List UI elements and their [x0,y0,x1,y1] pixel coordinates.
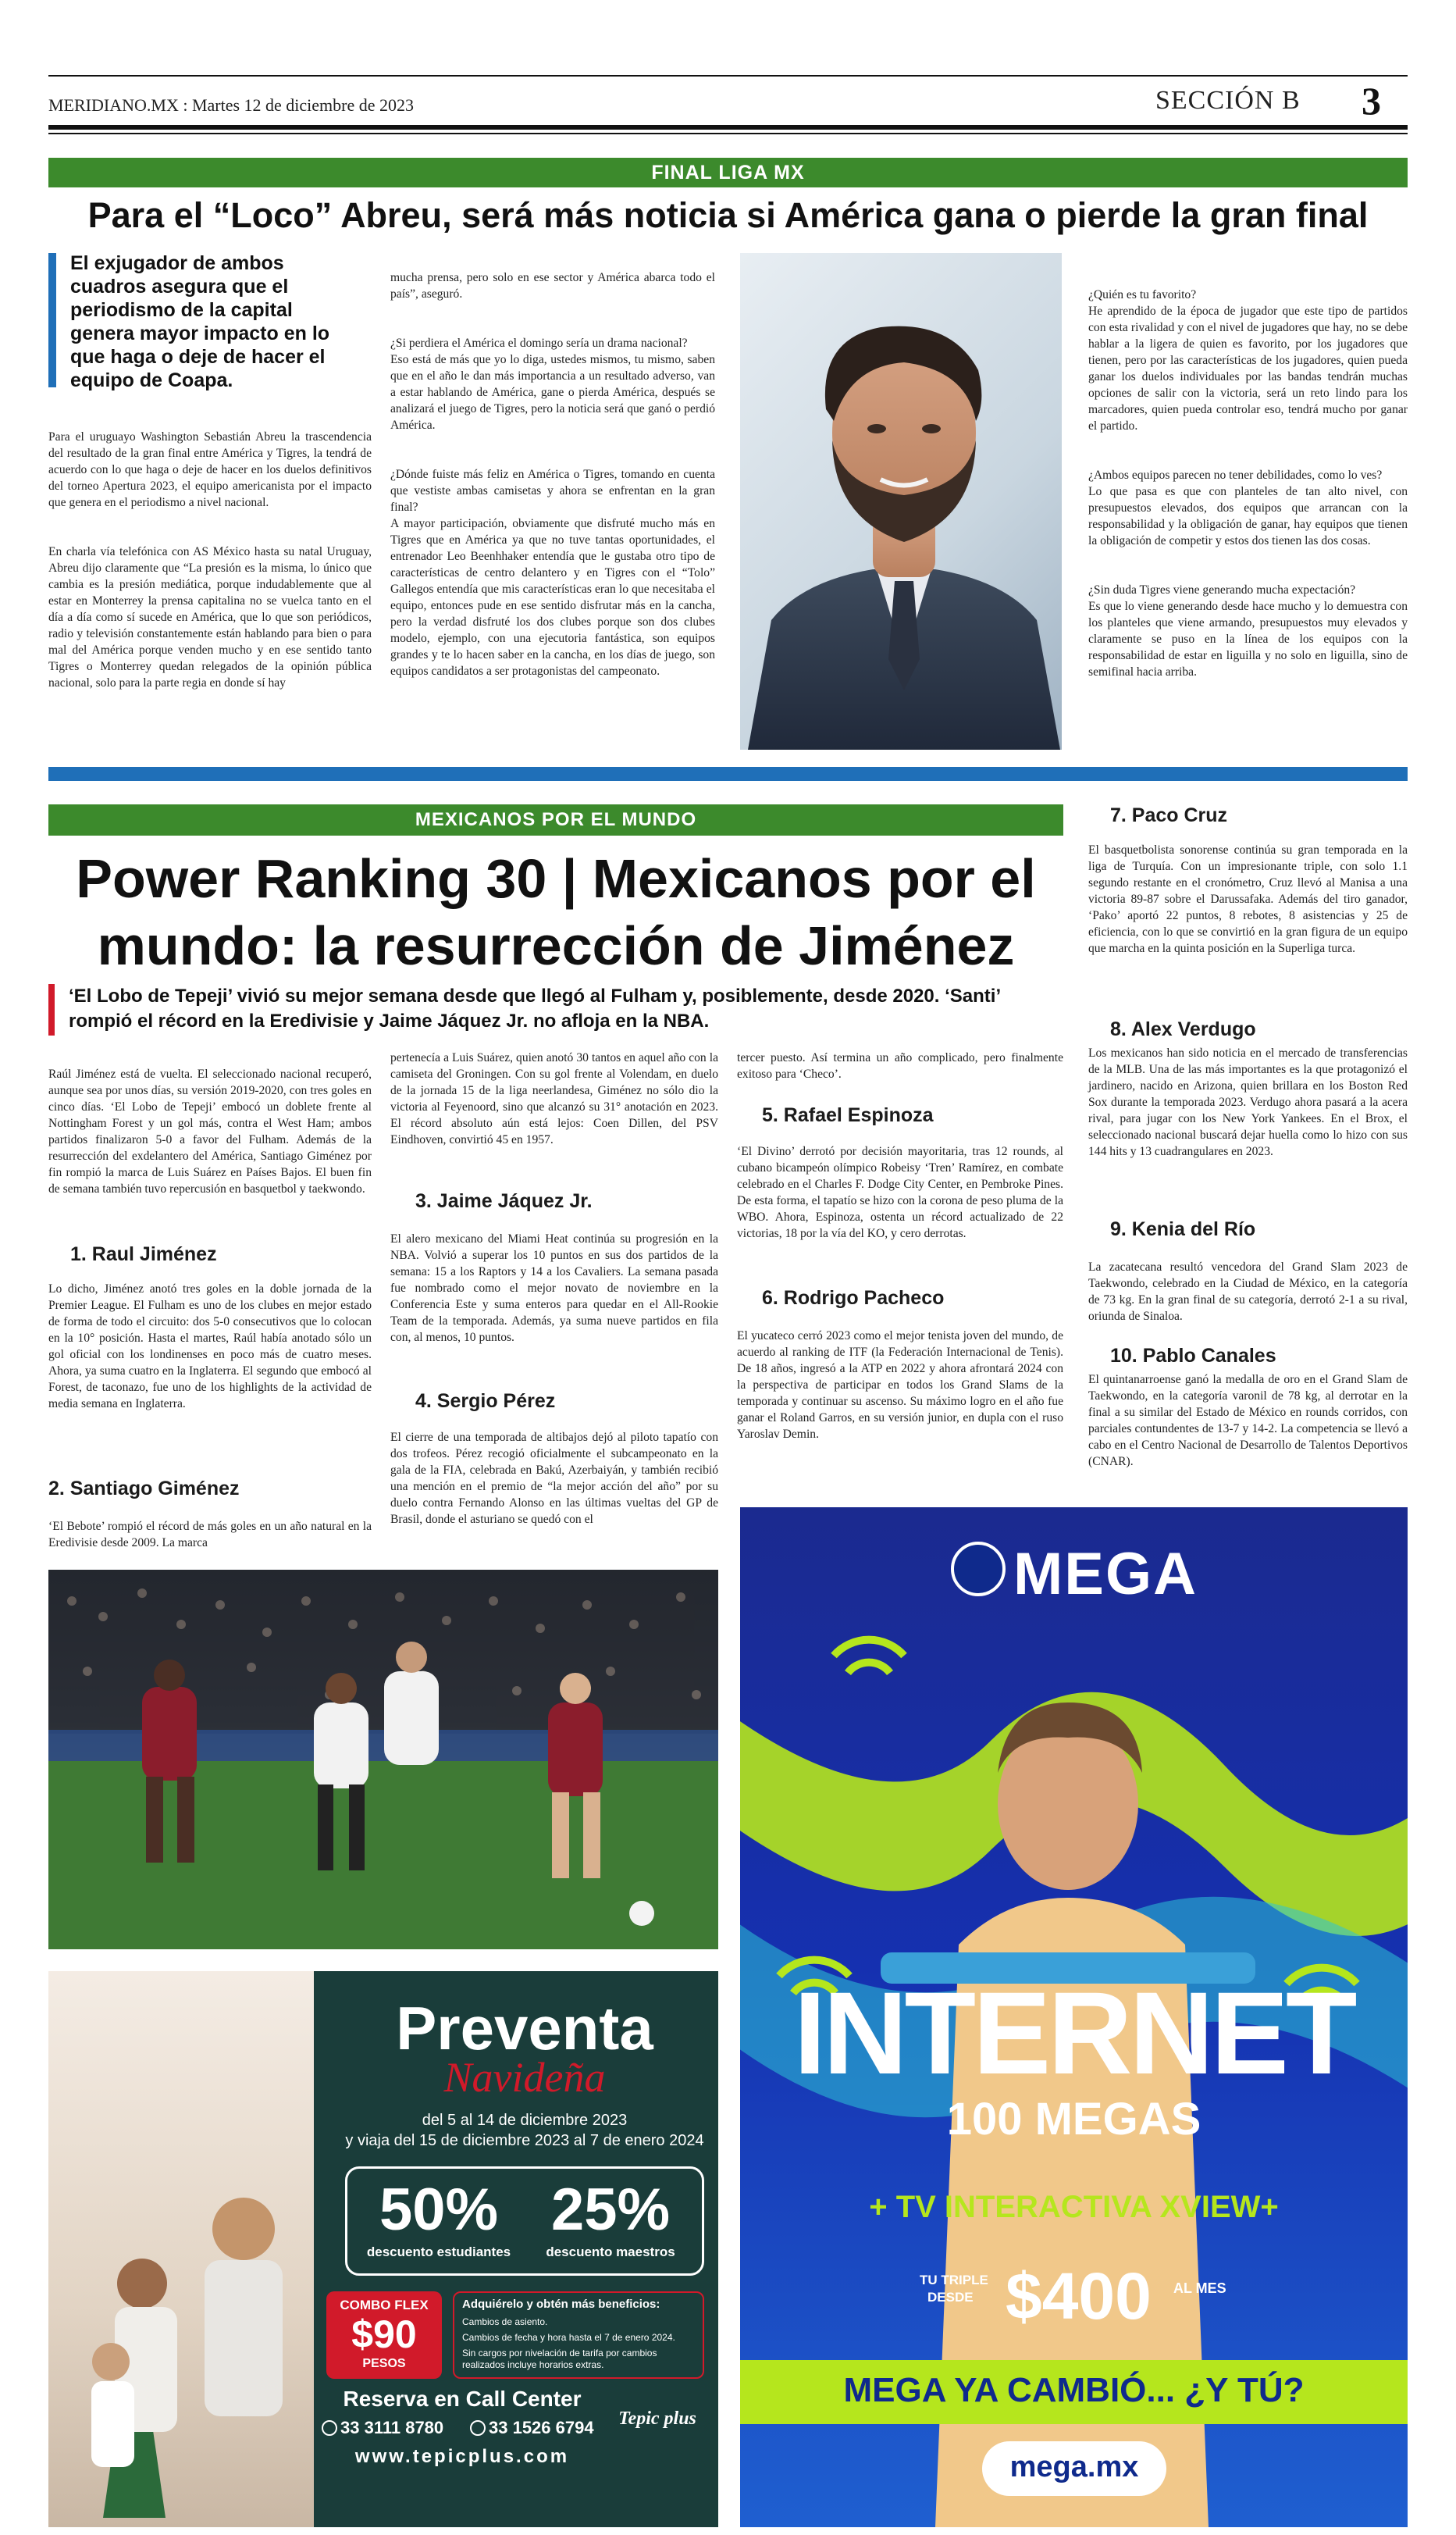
article2-h10: 10. Pablo Canales [1110,1345,1276,1367]
ad-phone-1: 33 3111 8780 [340,2418,444,2437]
ad-benefits-title: Adquiérelo y obtén más beneficios: [462,2298,660,2311]
article1-kicker: FINAL LIGA MX [48,158,1408,187]
ad-navidena-title: Navideña [443,2054,606,2101]
portrait-illustration [740,253,1062,750]
masthead-dateline: MERIDIANO.MX : Martes 12 de diciembre de 2023 [48,95,415,115]
article2-deck: ‘El Lobo de Tepeji’ vivió su mejor semana desde que llegó al Fulham y, posiblemente, desde 2020. ‘Santi’ rompió el récord en la Eredivisie y Jaime Jáquez Jr. no afloja en la NBA. [69,986,1000,1032]
ad-dates-1: del 5 al 14 de diciembre 2023 [422,2112,628,2129]
article2-h1: 1. Raul Jiménez [70,1243,217,1265]
article2-h5: 5. Rafael Espinoza [762,1104,934,1126]
article1-col2 [390,253,715,712]
article2-colA [48,1050,372,1230]
soccer-match-photo [48,1570,718,1949]
family-illustration [48,1971,314,2527]
article2-p9: La zacatecana resultó vencedora del Grand Slam 2023 de Taekwondo, celebrado en la Ciudad de México, en la categoría de 73 kg. En la gran final de su categoría, derrotó 2-1 a su rival, oriunda de Sinaloa. [1088,1260,1408,1323]
article2-h4: 4. Sergio Pérez [415,1390,556,1412]
article2-h2: 2. Santiago Giménez [48,1478,240,1499]
article2-h9: 9. Kenia del Río [1110,1218,1256,1240]
ad-combo-unit: PESOS [362,2357,406,2370]
ad-benefit-2: Cambios de fecha y hora hasta el 7 de enero 2024. [462,2332,675,2343]
article2-h7: 7. Paco Cruz [1110,804,1228,826]
ad-discount-students-label: descuento estudiantes [366,2244,511,2259]
ad-dates-2: y viaja del 15 de diciembre 2023 al 7 de enero 2024 [345,2132,704,2149]
article2-kicker: MEXICANOS POR EL MUNDO [48,804,1063,836]
mega-triple-2: DESDE [927,2290,974,2305]
article2-p2: ‘El Bebote’ rompió el récord de más goles en un año natural en la Eredivisie desde 2009. La marca [48,1520,372,1549]
mega-per-month: AL MES [1173,2280,1226,2296]
article2-intro: Raúl Jiménez está de vuelta. El seleccionado nacional recuperó, aunque sea por unos días, su versión 2019-2020, con tres goles en cinco días. ‘El Lobo de Tepeji’ embocó un doblete frente al Nottingham Forest y un gol más, contra el West Ham; ambos partidos finalizaron 5-0 a favor del Fulham. Además de la resurrección del exdelantero del América, Santiago Giménez por fin rompió la marca de Luis Suárez en Países Bajos. El buen fin de semana también tuvo repercusión en basquetbol y taekwondo. [48,1068,372,1196]
article2-p4b: tercer puesto. Así termina un año complicado, pero finalmente exitoso para ‘Checo’. [737,1051,1063,1081]
article2-p5: ‘El Divino’ derrotó por decisión mayoritaria, tras 12 rounds, al cubano bicampeón olímpico Robeisy ‘Tren’ Ramírez, en combate celebrado en el Charles F. Dodge City Center, en Pembroke Pines. De esta forma, el tapatío se hizo con la corona de peso pluma de la WBO. Ahora, Espinoza, ostenta un récord actualizado de 22 victorias, 18 por la vía del KO, y cero derrotas. [737,1145,1063,1240]
mega-tv: + TV INTERACTIVA XVIEW+ [869,2190,1279,2224]
top-rule [48,75,1408,77]
article1-col4-p3: ¿Sin duda Tigres viene generando mucha expectación? Es que lo viene generando desde hace mucho y lo demuestra con los planteles que viene armando, presupuestos muy elevados y claramente se puso en la línea de los equipos con la responsabilidad de estar en liguilla y no solo en liguilla, sino de semifinal hacia arriba. [1088,583,1408,679]
article2-p3: El alero mexicano del Miami Heat continúa su progresión en la NBA. Volvió a superar los 10 puntos en sus dos partidos de la semana: 15 a los Raptors y 14 a los Cavaliers. La semana pasada fue nombrado como el mejor novato de noviembre en la Conferencia Este y suma enteros para quedar en el All-Rookie Team de la temporada. Además, ya suma nueve partidos en fila con, al menos, 10 puntos. [390,1232,718,1344]
article1-col2-p3: ¿Dónde fuiste más feliz en América o Tigres, tomando en cuenta que vestiste ambas camisetas y ahora se enfrentan en la gran final? A mayor participación, obviamente que disfruté mucho más en Tigres que en América ya que no tuve tantas oportunidades, el entrenador Leo Beenhhaker entendía que le gustaba otro tipo de características de centro delantero y en Tigres con el “Tolo” Gallegos entendía que mis características eran lo que necesitaba el equipo, entonces pude en ese sentido disfrutar más en la cancha, pero la verdad disfruté los dos clubes porque son dos clubes modelo, ejemplo, con una ejecutoria fantástica, son equipos grandes y te lo hacen saber en la cancha, en los días de juego, son equipos candidatos a ser protagonistas del campeonato. [390,468,715,678]
article-divider-bar [48,767,1408,781]
article2-p10: El quintanarroense ganó la medalla de oro en el Grand Slam de Taekwondo, en la categoría varonil de 78 kg, al derrotar en la final a su similar del Estado de México en rounds corridos, con parciales contundentes de 13-7 y 14-2. La competencia se llevó a cabo en el Centro Nacional de Desarrollo de Talentos Deportivos (CNAR). [1088,1373,1408,1468]
ad-combo-label: COMBO FLEX [340,2298,429,2312]
article2-p8: Los mexicanos han sido noticia en el mercado de transferencias de la MLB. Una de las más importantes es la que protagonizó el jardinero, nacido en Arizona, quien brillara en los Boston Red Sox durante la temporada 2023. Verdugo ahora pasará a la acera rival, para jugar con los New York Yankees. En el Brox, el seleccionado nacional buscará dejar huella como lo hizo con sus 144 hits y 13 cuadrangulares en 2023. [1088,1046,1408,1158]
mega-speed: 100 MEGAS [946,2094,1201,2145]
wifi-icon [834,1640,904,1673]
article1-col1 [48,412,372,724]
article2-headline: Power Ranking 30 | Mexicanos por el mundo: la resurrección de Jiménez [76,848,1036,976]
tepicplus-logo: Tepic plus [618,2408,696,2429]
masthead-rule-thick [48,125,1408,130]
ad-phone-2: 33 1526 6794 [489,2418,594,2437]
page-number: 3 [1362,79,1381,123]
section-label: SECCIÓN B [1155,86,1301,115]
deck2-accent [48,984,55,1036]
article1-col1-p1: Para el uruguayo Washington Sebastián Abreu la trascendencia del resultado de la gran final entre América y Tigres, la tendrá de acuerdo con lo que haga o deje de hacer en los duelos definitivos del torneo Apertura 2023, el equipo americanista por el impacto que genera en el periodismo a nivel nacional. [48,430,372,509]
mega-ad[interactable] [740,1507,1408,2527]
mega-logo-icon [951,1542,1006,1596]
mega-slogan: MEGA YA CAMBIÓ... ¿Y TÚ? [843,2371,1305,2409]
ad-family-photo [48,1971,314,2527]
mega-brand: MEGA [1013,1541,1198,1607]
ad-discount-teachers-label: descuento maestros [546,2244,675,2259]
preventa-ad[interactable] [48,1971,718,2527]
deck-accent [48,253,56,387]
masthead-rule-thin [48,133,1408,134]
article2-p1: Lo dicho, Jiménez anotó tres goles en la doble jornada de la Premier League. El Fulham es uno de los clubes en mejor estado de forma de todo el circuito: dos 5-0 consecutivos que lo colocan en la 10° posición. Hasta el martes, Raúl había anotado sólo un gol oficial con los londinenses en poco más de cuatro meses. Ahora, ya suma cuatro en la Inglaterra. El segundo que embocó al Forest, de taconazo, fue uno de los highlights de la actividad de media semana en Inglaterra. [48,1282,372,1410]
mega-url[interactable]: mega.mx [1009,2451,1139,2483]
article1-deck: El exjugador de ambos cuadros asegura que el periodismo de la capital genera mayor impacto en lo que haga o deje de hacer el equipo de Coapa. [70,252,330,391]
whatsapp-icon [322,2420,337,2436]
ad-discount-teachers: 25% [550,2177,671,2243]
article1-col4 [1088,270,1408,713]
article1-col4-p1: ¿Quién es tu favorito? He aprendido de la época de jugador que este tipo de partidos con esta rivalidad y con el nivel de jugadores que hay, no se debe hablar a la ligera de quien es favorito, por los jugadores que tienen, pero por las características de los jugadores, quien pueda ganar los duelos individuales por las bandas tendrán muchas opciones de salir con la victoria, será un reto lindo para los marcadores, quien pueda controlar eso, tendrá mucho por ganar el partido. [1088,288,1408,433]
article1-headline: Para el “Loco” Abreu, será más noticia si América gana o pierde la gran final [87,195,1369,235]
article2-h8: 8. Alex Verdugo [1110,1018,1256,1040]
ad-benefit-3: Sin cargos por nivelación de tarifa por cambios realizados incluye horarios extras. [462,2348,657,2370]
article2-p7: El basquetbolista sonorense continúa su gran temporada en la liga de Turquía. Con un impresionante triple, con solo 1.1 segundo restante en el cronómetro, Cruz llevó al Manisa a una victoria 89-87 sobre el Darussafaka. Además del tiro ganador, ‘Pako’ aportó 22 puntos, 8 rebotes, 8 asistencias y 25 de eficiencia, con lo que se convirtió en la gran figura de un equipo que marcha en la quinta posición en la Superliga turca. [1088,843,1408,955]
article2-p6: El yucateco cerró 2023 como el mejor tenista joven del mundo, de acuerdo al ranking de ITF (la Federación Internacional de Tenis). De 18 años, ingresó a la ATP en 2022 y ahora afrontará 2024 con la perspectiva de participar en todos los Grand Slams de la temporada y continuar su ascenso. Su máximo logro en el año fue ganar el Roland Garros, en su versión junior, en dupla con el ruso Yaroslav Demin. [737,1329,1063,1441]
article1-col4-p2: ¿Ambos equipos parecen no tener debilidades, como lo ves? Lo que pasa es que con planteles de tan alto nivel, con presupuestos elevados, dos equipos que arrancan con la responsabilidad y la obligación de ganar, hay equipos que tienen la obligación de competir y estos dos tienen las dos cosas. [1088,469,1408,547]
abreu-portrait-photo [740,253,1062,750]
phone-icon [470,2420,486,2436]
ad-preventa-title: Preventa [396,1994,653,2063]
ad-benefit-1: Cambios de asiento. [462,2316,548,2327]
article1-col2-p2: ¿Si perdiera el América el domingo sería un drama nacional? Eso está de más que yo lo diga, ustedes mismos, tu mismo, saben que en el año le dan más importancia a un resultado adverso, van a estar hablando de América, gane o pierda América, después se analizará el juego de Tigres, pero la noticia será que ganó o perdió América. [390,337,715,432]
article2-p2b: pertenecía a Luis Suárez, quien anotó 30 tantos en aquel año con la camiseta del Groningen. Con su gol frente al Volendam, en duelo de la jornada 15 de la liga neerlandesa, Giménez no sólo dio la victoria al Feyenoord, sino que alcanzó su 31° anotación en 2023. El récord absoluto aún está lejos: Coen Dillen, del PSV Eindhoven, convirtió 45 en 1957. [390,1051,718,1146]
article2-h6: 6. Rodrigo Pacheco [762,1287,945,1309]
mega-triple-1: TU TRIPLE [920,2273,988,2287]
article2-p4: El cierre de una temporada de altibajos dejó al piloto tapatío con dos trofeos. Pérez recogió oficialmente el subcampeonato en la gala de la FIA, celebrada en Bakú, Azerbaiyán, y también recibió una mención en el premio de “la mejor acción del año” por su duelo contra Fernando Alonso en las últimas vueltas del GP de Brasil, donde el asturiano se quedó con el [390,1431,718,1526]
ad-phone-2-row[interactable] [470,2418,594,2438]
ad-phone-1-row[interactable] [322,2418,443,2438]
ad-website[interactable]: www.tepicplus.com [354,2446,570,2467]
ad-discount-students: 50% [379,2177,499,2243]
soccer-illustration [48,1570,718,1949]
ad-reserva: Reserva en Call Center [343,2387,582,2411]
mega-headline: INTERNET [793,1967,1355,2098]
article1-col1-p2: En charla vía telefónica con AS México hasta su natal Uruguay, Abreu dijo claramente que “La presión es la misma, lo único que cambia es la presión mediática, porque indudablemente que al estar en Monterrey la prensa capitalina no se vuelca tanto en el día a día como sí sucede en América, que lo que son periódicos, radio y televisión constantemente están hablando para bien o para mal del América porque venden mucho y en ese sentido tanto Tigres o Monterrey quedan relegados de la opinión pública nacional, solo para la parte regia en donde sí hay [48,545,372,690]
mega-price: $400 [1006,2259,1152,2333]
ad-combo-price: $90 [351,2312,417,2356]
article2-h3: 3. Jaime Jáquez Jr. [415,1190,593,1212]
article1-col2-p1: mucha prensa, pero solo en ese sector y América abarca todo el país”, aseguró. [390,271,715,301]
